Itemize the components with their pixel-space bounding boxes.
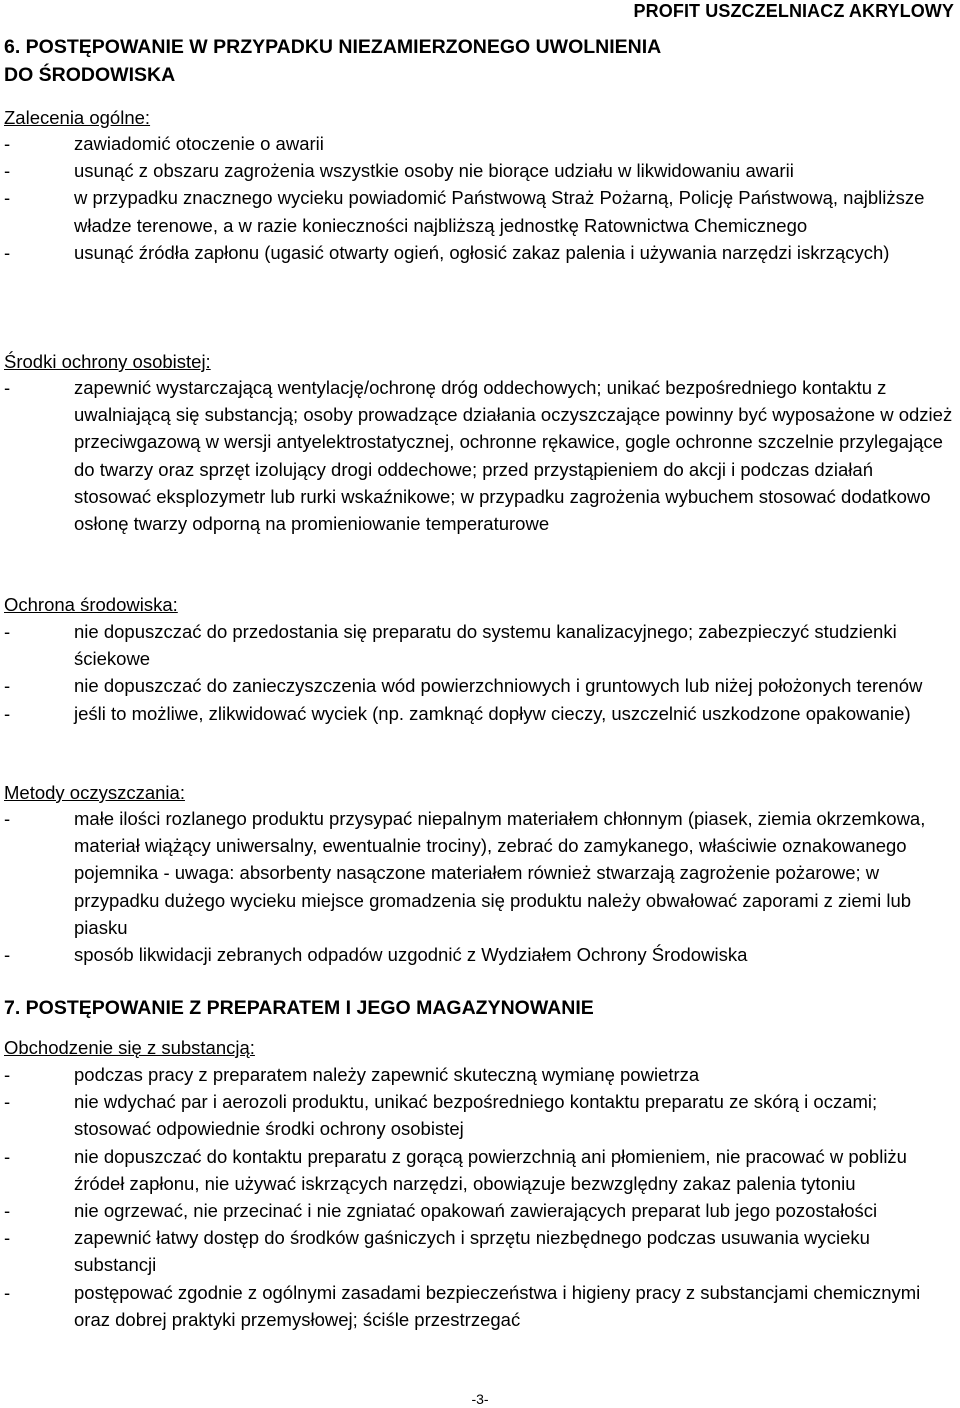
list-item xyxy=(4,1279,954,1333)
list-dash: - xyxy=(4,944,11,966)
list-dash: - xyxy=(4,808,11,829)
list-dash: - xyxy=(4,241,11,263)
list-item xyxy=(4,1143,954,1197)
zalecenia-list xyxy=(4,130,954,266)
zalecenia-heading: Zalecenia ogólne: xyxy=(4,107,151,128)
obchodzenie-list xyxy=(4,1061,954,1333)
list-item xyxy=(4,672,954,699)
list-item-text: podczas pracy z preparatem należy zapewnić skuteczną wymianę powietrza xyxy=(74,1064,700,1085)
list-item xyxy=(4,1088,954,1142)
list-dash: - xyxy=(4,377,11,398)
metody-list xyxy=(4,805,954,968)
list-item-text: usunąć źródła zapłonu (ugasić otwarty ogień, ogłosić zakaz palenia i używania narzędzi iskrzących) xyxy=(74,241,890,263)
list-item xyxy=(4,130,954,157)
list-item xyxy=(4,239,954,266)
list-item-text: sposób likwidacji zebranych odpadów uzgodnić z Wydziałem Ochrony Środowiska xyxy=(74,944,748,966)
section-6-title-line-2: DO ŚRODOWISKA xyxy=(4,64,176,86)
list-item xyxy=(4,941,954,968)
list-dash: - xyxy=(4,1227,11,1249)
srodki-heading: Środki ochrony osobistej: xyxy=(4,351,211,372)
section-6-title-line-1: 6. POSTĘPOWANIE W PRZYPADKU NIEZAMIERZONEGO UWOLNIENIA xyxy=(4,36,662,58)
list-item-text: nie ogrzewać, nie przecinać i nie zgniatać opakowań zawierających preparat lub jego pozostałości xyxy=(74,1200,878,1222)
list-dash: - xyxy=(4,1200,11,1222)
list-item xyxy=(4,1197,954,1224)
list-item-text: zapewnić wystarczającą wentylację/ochronę dróg oddechowych; unikać bezpośredniego kontaktu z uwalniającą się substancją; osoby prowadzące działania oczyszczające powinny być wyposażone w odzież przeciwgazową w wersji antyelektrostatycznej, ochronne rękawice, gogle ochronne szczelnie przylegające do twarzy oraz sprzęt izolujący drogi oddechowe; przed przystąpieniem do akcji i podczas działań stosować eksplozymetr lub rurki wskaźnikowe; w przypadku zagrożenia wybuchem stosować dodatkowo osłonę twarzy odporną na promieniowanie temperaturowe xyxy=(74,377,953,535)
list-item-text: w przypadku znacznego wycieku powiadomić Państwową Straż Pożarną, Policję Państwową, najbliższe władze terenowe, a w razie konieczności najbliższą jednostkę Ratownictwa Chemicznego xyxy=(74,187,925,236)
list-dash: - xyxy=(4,702,11,724)
list-dash: - xyxy=(4,1145,11,1167)
list-item-text: nie wdychać par i aerozoli produktu, unikać bezpośredniego kontaktu preparatu ze skórą i oczami; stosować odpowiednie środki ochrony osobistej xyxy=(74,1091,878,1140)
list-item-text: małe ilości rozlanego produktu przysypać niepalnym materiałem chłonnym (piasek, ziemia okrzemkowa, materiał wiążący uniwersalny, ewentualnie trociny), zebrać do zamykanego, właściwie oznakowanego pojemnika - uwaga: absorbenty nasączone materiałem również stwarzają zagrożenie pożarowe; w przypadku dużego wycieku miejsce gromadzenia się produktu należy obwałować zaporami z ziemi lub piasku xyxy=(74,808,926,938)
list-dash: - xyxy=(4,621,11,642)
list-item xyxy=(4,1061,954,1088)
document-header: PROFIT USZCZELNIACZ AKRYLOWY xyxy=(633,1,954,21)
srodki-list xyxy=(4,374,954,537)
list-item xyxy=(4,374,954,537)
metody-heading: Metody oczyszczania: xyxy=(4,782,185,803)
list-item-text: nie dopuszczać do kontaktu preparatu z gorącą powierzchnią ani płomieniem, nie pracować w pobliżu źródeł zapłonu, nie używać iskrzących narzędzi, obowiązuje bezwzględny zakaz palenia tytoniu xyxy=(74,1145,907,1194)
obchodzenie-heading: Obchodzenie się z substancją: xyxy=(4,1037,255,1058)
list-dash: - xyxy=(4,160,11,182)
list-item-text: nie dopuszczać do zanieczyszczenia wód powierzchniowych i gruntowych lub niżej położonych terenów xyxy=(74,675,923,697)
ochrona-list xyxy=(4,618,954,727)
list-item xyxy=(4,805,954,941)
list-item-text: zapewnić łatwy dostęp do środków gaśniczych i sprzętu niezbędnego podczas usuwania wycieku substancji xyxy=(74,1227,870,1276)
list-item xyxy=(4,184,954,238)
list-item-text: zawiadomić otoczenie o awarii xyxy=(74,133,324,154)
list-dash: - xyxy=(4,1091,11,1113)
page-number: -3- xyxy=(471,1391,489,1407)
list-dash: - xyxy=(4,133,11,154)
list-item xyxy=(4,618,954,672)
section-7-title: 7. POSTĘPOWANIE Z PREPARATEM I JEGO MAGAZYNOWANIE xyxy=(4,997,594,1019)
list-item xyxy=(4,700,954,727)
list-dash: - xyxy=(4,1281,11,1303)
list-item-text: usunąć z obszaru zagrożenia wszystkie osoby nie biorące udziału w likwidowaniu awarii xyxy=(74,160,794,182)
list-item-text: postępować zgodnie z ogólnymi zasadami bezpieczeństwa i higieny pracy z substancjami chemicznymi oraz dobrej praktyki przemysłowej; ściśle przestrzegać xyxy=(74,1281,921,1330)
list-item-text: jeśli to możliwe, zlikwidować wyciek (np. zamknąć dopływ cieczy, uszczelnić uszkodzone opakowanie) xyxy=(74,702,911,724)
ochrona-heading: Ochrona środowiska: xyxy=(4,594,178,615)
list-item xyxy=(4,1224,954,1278)
list-dash: - xyxy=(4,187,11,209)
list-dash: - xyxy=(4,675,11,697)
list-item xyxy=(4,157,954,184)
list-dash: - xyxy=(4,1064,11,1085)
list-item-text: nie dopuszczać do przedostania się preparatu do systemu kanalizacyjnego; zabezpieczyć studzienki ściekowe xyxy=(74,621,897,670)
